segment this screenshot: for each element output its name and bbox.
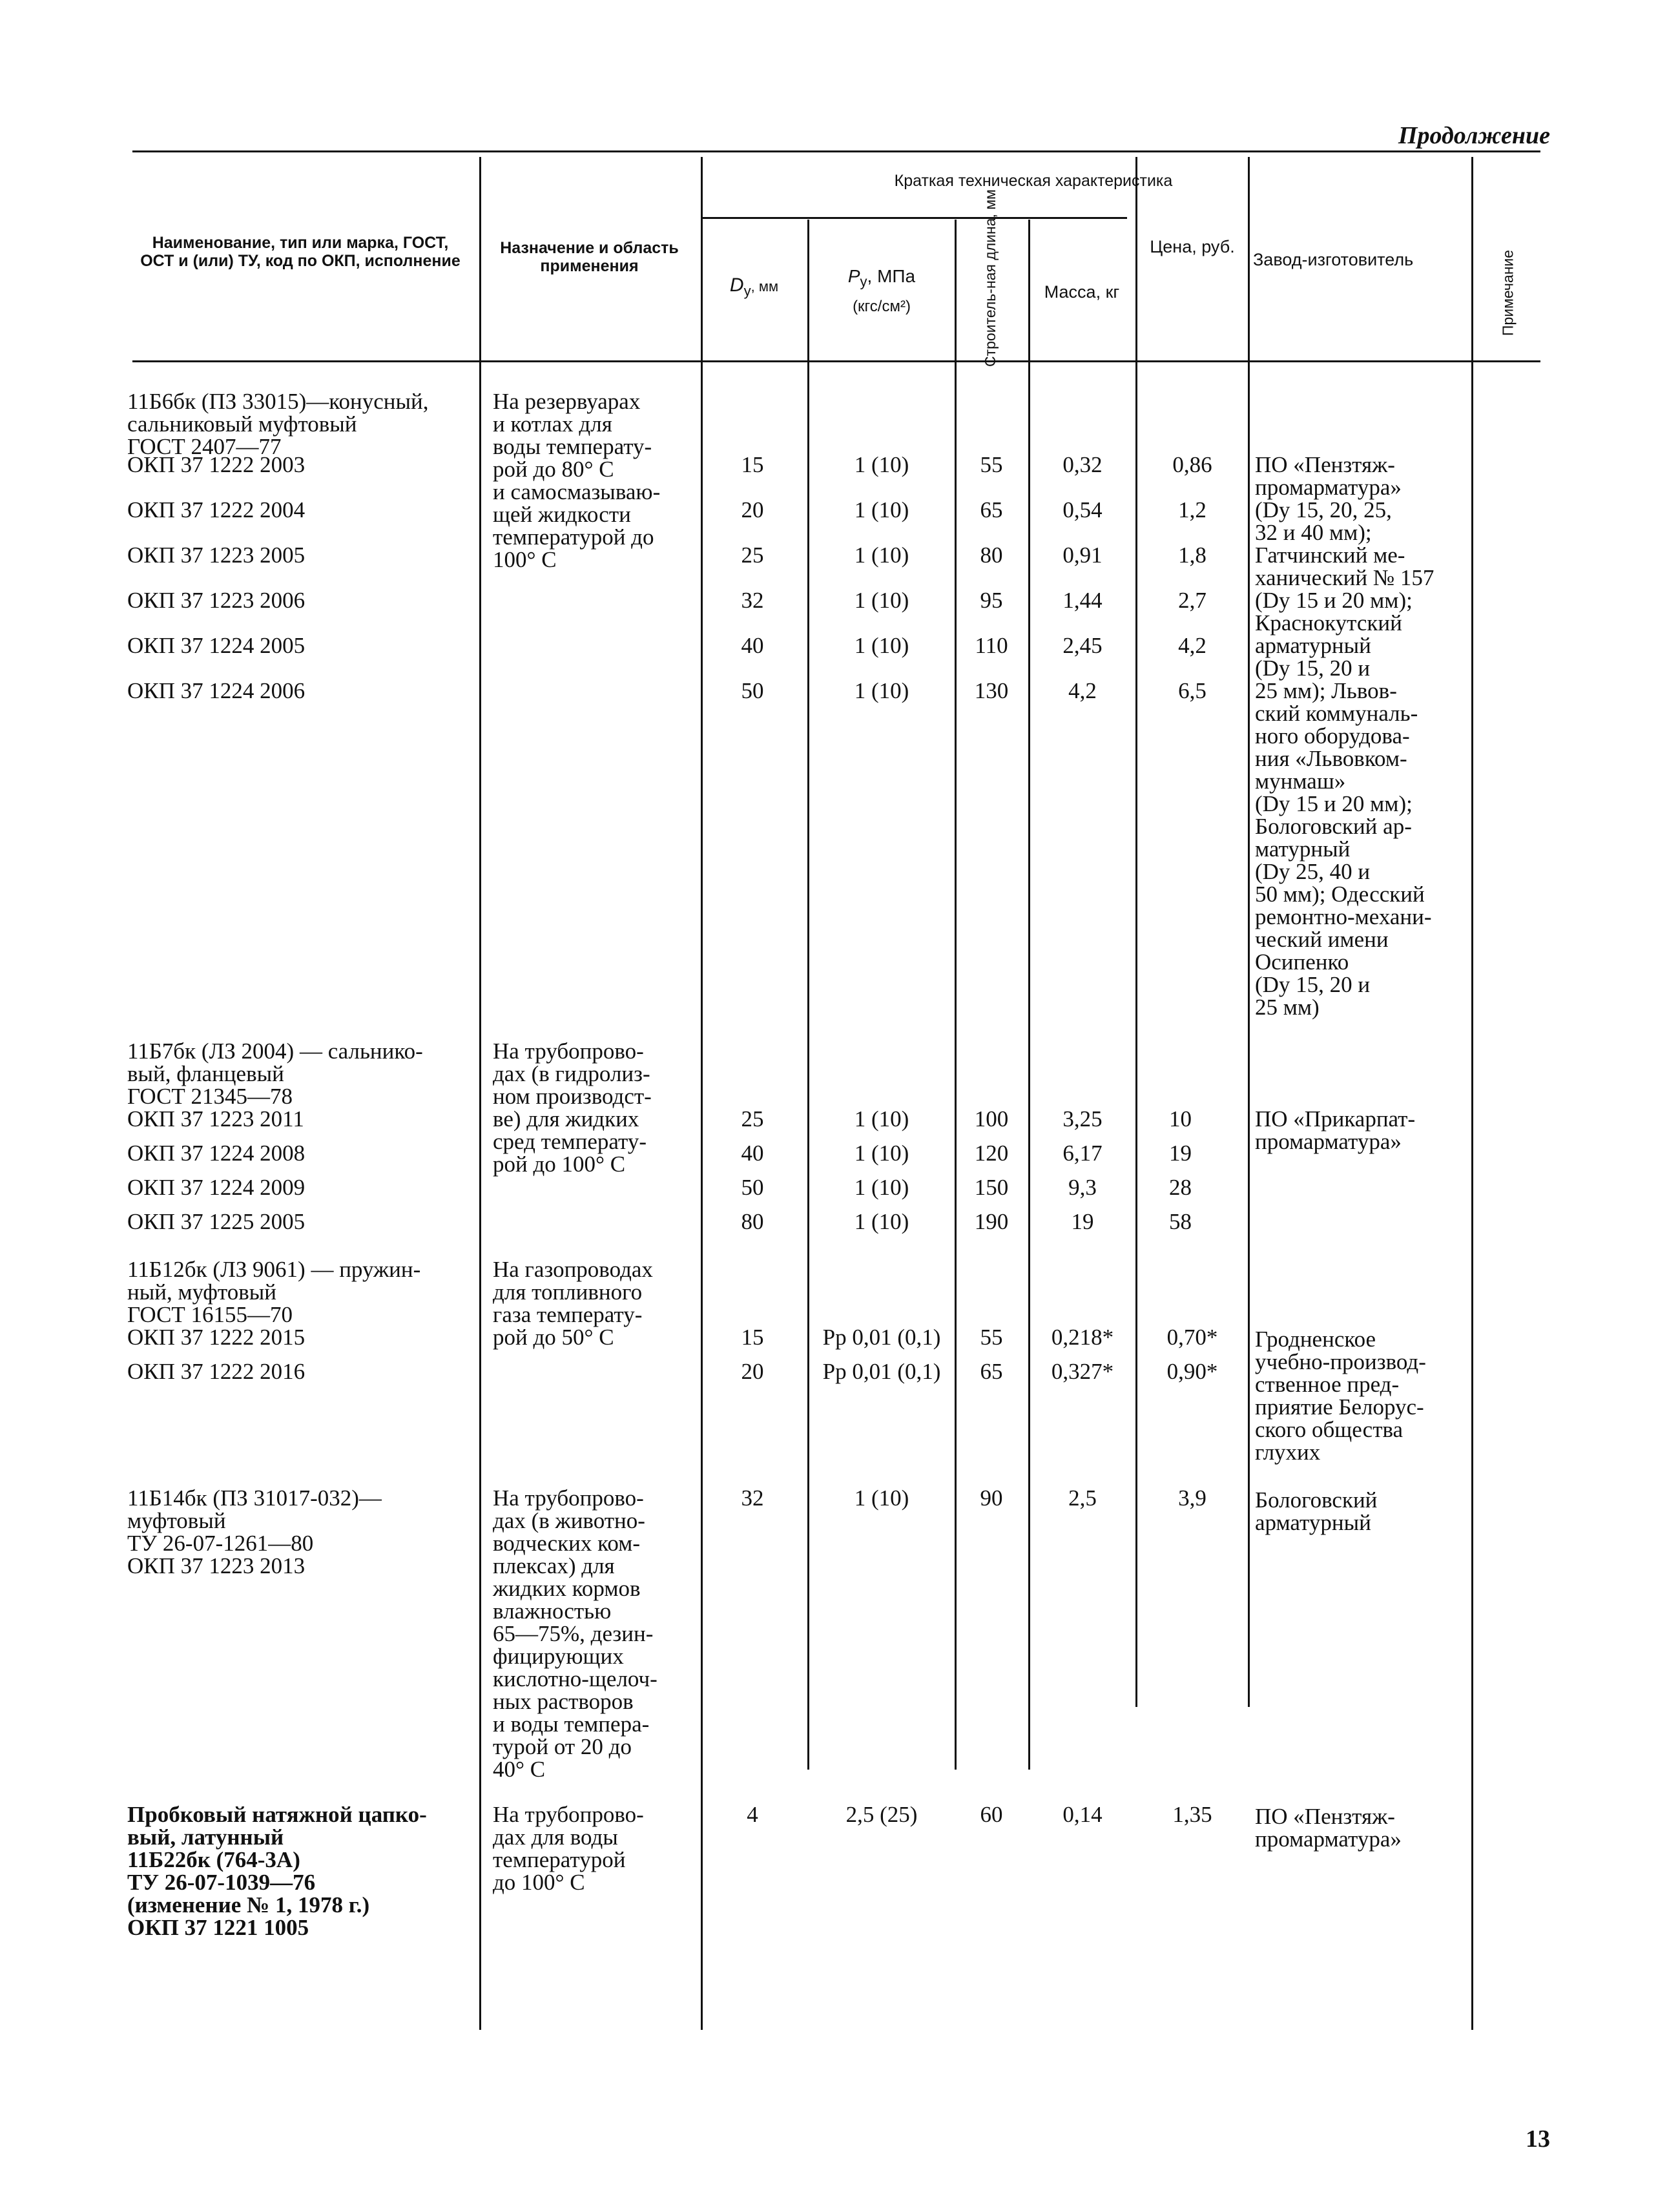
group2-row4-code: ОКП 37 1225 2005 xyxy=(127,1209,306,1234)
group1-name-line2: сальниковый муфтовый xyxy=(127,411,357,437)
header-mass: Масса, кг xyxy=(1044,282,1120,302)
group1-factory-line17: Бологовский ар- xyxy=(1255,814,1412,839)
header-name: Наименование, тип или марка, ГОСТ, ОСТ и (или) ТУ, код по ОКП, исполнение xyxy=(140,234,461,270)
group1-factory-line8: Краснокутский xyxy=(1255,610,1402,636)
group1-factory-line15: мунмаш» xyxy=(1255,769,1346,794)
group2-row2-mass: 6,17 xyxy=(1062,1141,1103,1166)
group4-row1-py: 1 (10) xyxy=(854,1485,909,1511)
group1-row4-dy: 32 xyxy=(741,588,764,613)
group4-purpose-line1: На трубопрово- xyxy=(493,1485,644,1511)
group4-purpose-line2: дах (в животно- xyxy=(493,1508,645,1533)
group1-factory-line7: (Dу 15 и 20 мм); xyxy=(1255,588,1413,613)
group2-row3-dy: 50 xyxy=(741,1175,764,1200)
group1-row3-dy: 25 xyxy=(741,543,764,568)
group2-row1-py: 1 (10) xyxy=(854,1106,909,1132)
group1-row6-py: 1 (10) xyxy=(854,678,909,703)
group1-factory-line25: 25 мм) xyxy=(1255,995,1320,1020)
group2-row3-mass: 9,3 xyxy=(1068,1175,1097,1200)
group1-row4-len: 95 xyxy=(980,588,1003,613)
group3-factory-line5: ского общества xyxy=(1255,1417,1404,1442)
group1-factory-line1: ПО «Пензтяж- xyxy=(1255,452,1395,477)
group1-purpose-line1: На резервуарах xyxy=(493,389,641,414)
group1-factory-line11: 25 мм); Львов- xyxy=(1255,678,1397,703)
group2-row4-mass: 19 xyxy=(1071,1209,1094,1234)
group5-row1-price: 1,35 xyxy=(1172,1802,1212,1827)
group4-row1-price: 3,9 xyxy=(1178,1485,1207,1511)
group1-factory-line9: арматурный xyxy=(1255,633,1371,658)
header-py-unit: , МПа xyxy=(867,266,916,286)
group5-purpose-line1: На трубопрово- xyxy=(493,1802,644,1827)
group1-factory-line18: матурный xyxy=(1255,836,1351,862)
group1-row1-py: 1 (10) xyxy=(854,452,909,477)
group3-row2-len: 65 xyxy=(980,1359,1003,1384)
group3-row1-code: ОКП 37 1222 2015 xyxy=(127,1325,306,1350)
group1-purpose-line4: рой до 80° С xyxy=(493,457,614,482)
group2-row4-dy: 80 xyxy=(741,1209,764,1234)
header-length: Строитель-ная длина, мм xyxy=(982,189,999,367)
group1-purpose-line2: и котлах для xyxy=(493,411,612,437)
group3-factory-line3: ственное пред- xyxy=(1255,1372,1400,1397)
group1-factory-line22: ческий имени xyxy=(1255,927,1389,952)
col-divider-7 xyxy=(1248,157,1250,1707)
group4-name-line3: ТУ 26-07-1261—80 xyxy=(127,1531,314,1556)
group2-name-line2: вый, фланцевый xyxy=(127,1061,284,1086)
group1-factory-line3: (Dу 15, 20, 25, xyxy=(1255,497,1392,522)
group5-name-line1: Пробковый натяжной цапко- xyxy=(127,1802,427,1827)
group3-row2-py: Pр 0,01 (0,1) xyxy=(822,1359,941,1384)
group2-row3-len: 150 xyxy=(974,1175,1009,1200)
group1-purpose-line5: и самосмазываю- xyxy=(493,479,661,504)
group3-purpose-line4: рой до 50° С xyxy=(493,1325,614,1350)
header-factory: Завод-изготовитель xyxy=(1253,250,1414,269)
col-divider-3 xyxy=(807,220,809,1770)
group4-purpose-line11: и воды темпера- xyxy=(493,1711,650,1737)
group5-factory-line2: промарматура» xyxy=(1255,1826,1402,1852)
group1-purpose-line6: щей жидкости xyxy=(493,502,631,527)
group1-factory-line23: Осипенко xyxy=(1255,949,1349,975)
group3-row1-price: 0,70* xyxy=(1166,1325,1218,1350)
group1-row1-dy: 15 xyxy=(741,452,764,477)
group1-row3-code: ОКП 37 1223 2005 xyxy=(127,543,306,568)
group3-row1-mass: 0,218* xyxy=(1051,1325,1114,1350)
col-divider-6 xyxy=(1135,157,1137,1707)
group3-row1-py: Pр 0,01 (0,1) xyxy=(822,1325,941,1350)
group5-name-line5: (изменение № 1, 1978 г.) xyxy=(127,1892,370,1917)
group4-purpose-line6: влажностью xyxy=(493,1598,612,1624)
group2-name-line3: ГОСТ 21345—78 xyxy=(127,1084,293,1109)
group3-name-line2: ный, муфтовый xyxy=(127,1279,277,1305)
group1-row5-mass: 2,45 xyxy=(1062,633,1103,658)
group3-row2-price: 0,90* xyxy=(1166,1359,1218,1384)
group1-row5-code: ОКП 37 1224 2005 xyxy=(127,633,306,658)
group5-purpose-line3: температурой xyxy=(493,1847,626,1872)
group1-factory-line6: ханический № 157 xyxy=(1255,565,1435,590)
group2-purpose-line2: дах (в гидролиз- xyxy=(493,1061,650,1086)
group1-row6-code: ОКП 37 1224 2006 xyxy=(127,678,306,703)
group1-row2-price: 1,2 xyxy=(1178,497,1207,522)
col-divider-2 xyxy=(701,157,703,2030)
group1-factory-line10: (Dу 15, 20 и xyxy=(1255,656,1371,681)
group4-purpose-line3: водческих ком- xyxy=(493,1531,640,1556)
group4-purpose-line8: фицирующих xyxy=(493,1644,624,1669)
group1-factory-line20: 50 мм); Одесский xyxy=(1255,882,1425,907)
header-py-unit2: (кгс/см²) xyxy=(853,297,911,315)
group1-factory-line5: Гатчинский ме- xyxy=(1255,543,1405,568)
group2-purpose-line4: ве) для жидких xyxy=(493,1106,639,1132)
group1-row2-py: 1 (10) xyxy=(854,497,909,522)
group1-name-line3: ГОСТ 2407—77 xyxy=(127,434,282,459)
group2-factory-line1: ПО «Прикарпат- xyxy=(1255,1106,1416,1132)
group1-row3-py: 1 (10) xyxy=(854,543,909,568)
group2-row4-price: 58 xyxy=(1169,1209,1192,1234)
header-py-sub: у xyxy=(860,273,867,290)
group3-purpose-line2: для топливного xyxy=(493,1279,643,1305)
group1-row5-len: 110 xyxy=(975,633,1008,658)
group1-row1-code: ОКП 37 1222 2003 xyxy=(127,452,306,477)
group5-name-line6: ОКП 37 1221 1005 xyxy=(127,1915,309,1940)
group1-row4-code: ОКП 37 1223 2006 xyxy=(127,588,306,613)
header-dy xyxy=(704,276,804,300)
group1-row6-mass: 4,2 xyxy=(1068,678,1097,703)
group4-name-line1: 11Б14бк (ПЗ 31017-032)— xyxy=(127,1485,382,1511)
group1-row6-price: 6,5 xyxy=(1178,678,1207,703)
group1-row6-len: 130 xyxy=(974,678,1009,703)
group5-name-line4: ТУ 26-07-1039—76 xyxy=(127,1870,316,1895)
group1-row6-dy: 50 xyxy=(741,678,764,703)
group2-row2-code: ОКП 37 1224 2008 xyxy=(127,1141,306,1166)
header-price: Цена, руб. xyxy=(1150,237,1235,256)
group1-row1-len: 55 xyxy=(980,452,1003,477)
group2-row2-dy: 40 xyxy=(741,1141,764,1166)
group2-row1-len: 100 xyxy=(974,1106,1009,1132)
table-top-rule xyxy=(132,150,1540,152)
group2-name-line1: 11Б7бк (ЛЗ 2004) — сальнико- xyxy=(127,1039,423,1064)
header-py-symbol: P xyxy=(847,266,860,286)
group1-row4-py: 1 (10) xyxy=(854,588,909,613)
group2-row1-code: ОКП 37 1223 2011 xyxy=(127,1106,304,1132)
group5-name-line3: 11Б22бк (764-3А) xyxy=(127,1847,300,1872)
group1-row3-price: 1,8 xyxy=(1178,543,1207,568)
group4-row1-mass: 2,5 xyxy=(1068,1485,1097,1511)
group2-purpose-line5: сред температу- xyxy=(493,1129,647,1154)
col-divider-1 xyxy=(479,157,481,2030)
group3-purpose-line3: газа температу- xyxy=(493,1302,643,1327)
group3-row2-dy: 20 xyxy=(741,1359,764,1384)
group2-factory-line2: промарматура» xyxy=(1255,1129,1402,1154)
group4-name-line4: ОКП 37 1223 2013 xyxy=(127,1553,306,1578)
group3-name-line3: ГОСТ 16155—70 xyxy=(127,1302,293,1327)
group1-row4-price: 2,7 xyxy=(1178,588,1207,613)
group4-factory-line2: арматурный xyxy=(1255,1510,1371,1535)
group2-row3-py: 1 (10) xyxy=(854,1175,909,1200)
group3-row1-dy: 15 xyxy=(741,1325,764,1350)
group5-row1-len: 60 xyxy=(980,1802,1003,1827)
header-tech: Краткая техническая характеристика xyxy=(894,172,1173,190)
group1-purpose-line7: температурой до xyxy=(493,524,654,550)
header-note: Примечание xyxy=(1499,249,1517,336)
group1-row2-mass: 0,54 xyxy=(1062,497,1103,522)
group1-row1-mass: 0,32 xyxy=(1062,452,1103,477)
header-bottom-rule xyxy=(132,360,1540,362)
group4-factory-line1: Бологовский xyxy=(1255,1487,1378,1513)
group1-factory-line14: ния «Львовком- xyxy=(1255,746,1407,771)
header-dy-sub: у xyxy=(743,283,751,299)
group1-name-line1: 11Б6бк (ПЗ 33015)—конусный, xyxy=(127,389,429,414)
group3-factory-line2: учебно-производ- xyxy=(1255,1349,1426,1374)
group1-factory-line21: ремонтно-механи- xyxy=(1255,904,1432,929)
group2-purpose-line1: На трубопрово- xyxy=(493,1039,644,1064)
group3-row2-code: ОКП 37 1222 2016 xyxy=(127,1359,306,1384)
group1-factory-line4: 32 и 40 мм); xyxy=(1255,520,1372,545)
group4-name-line2: муфтовый xyxy=(127,1508,226,1533)
group1-row4-mass: 1,44 xyxy=(1062,588,1103,613)
group2-row1-mass: 3,25 xyxy=(1062,1106,1103,1132)
continuation-label: Продолжение xyxy=(1398,122,1550,149)
group3-factory-line6: глухих xyxy=(1255,1440,1321,1465)
group4-purpose-line10: ных растворов xyxy=(493,1689,634,1714)
group5-row1-py: 2,5 (25) xyxy=(845,1802,918,1827)
group1-factory-line13: ного оборудова- xyxy=(1255,723,1410,749)
group3-factory-line4: приятие Белорус- xyxy=(1255,1394,1424,1420)
group1-purpose-line3: воды температу- xyxy=(493,434,652,459)
group2-purpose-line6: рой до 100° С xyxy=(493,1152,626,1177)
group3-purpose-line1: На газопроводах xyxy=(493,1257,653,1282)
group1-factory-line2: промарматура» xyxy=(1255,475,1402,500)
group3-factory-line1: Гродненское xyxy=(1255,1327,1376,1352)
group5-row1-mass: 0,14 xyxy=(1062,1802,1103,1827)
group1-row3-mass: 0,91 xyxy=(1062,543,1103,568)
group1-row1-price: 0,86 xyxy=(1172,452,1212,477)
group1-row3-len: 80 xyxy=(980,543,1003,568)
group5-factory-line1: ПО «Пензтяж- xyxy=(1255,1804,1395,1829)
group1-purpose-line8: 100° С xyxy=(493,547,557,572)
group1-row2-dy: 20 xyxy=(741,497,764,522)
group2-row2-py: 1 (10) xyxy=(854,1141,909,1166)
group1-factory-line12: ский коммуналь- xyxy=(1255,701,1418,726)
col-divider-4 xyxy=(955,220,957,1770)
group2-row1-price: 10 xyxy=(1169,1106,1192,1132)
group2-purpose-line3: ном производст- xyxy=(493,1084,652,1109)
tech-subheader-rule xyxy=(701,217,1127,219)
group2-row4-py: 1 (10) xyxy=(854,1209,909,1234)
group1-factory-line16: (Dу 15 и 20 мм); xyxy=(1255,791,1413,816)
group1-factory-line24: (Dу 15, 20 и xyxy=(1255,972,1371,997)
group1-row2-len: 65 xyxy=(980,497,1003,522)
group4-purpose-line7: 65—75%, дезин- xyxy=(493,1621,654,1646)
group1-row5-price: 4,2 xyxy=(1178,633,1207,658)
group5-name-line2: вый, латунный xyxy=(127,1824,284,1850)
group3-name-line1: 11Б12бк (ЛЗ 9061) — пружин- xyxy=(127,1257,421,1282)
group2-row2-price: 19 xyxy=(1169,1141,1192,1166)
group1-row5-py: 1 (10) xyxy=(854,633,909,658)
group3-row1-len: 55 xyxy=(980,1325,1003,1350)
group1-factory-line19: (Dу 25, 40 и xyxy=(1255,859,1371,884)
group4-purpose-line5: жидких кормов xyxy=(493,1576,641,1601)
col-divider-8 xyxy=(1471,157,1473,2030)
group2-row1-dy: 25 xyxy=(741,1106,764,1132)
group4-row1-len: 90 xyxy=(980,1485,1003,1511)
header-dy-unit: , мм xyxy=(751,278,779,295)
group4-purpose-line12: турой от 20 до xyxy=(493,1734,632,1759)
group2-row2-len: 120 xyxy=(974,1141,1009,1166)
group3-row2-mass: 0,327* xyxy=(1051,1359,1114,1384)
group4-purpose-line13: 40° С xyxy=(493,1757,546,1782)
group5-row1-dy: 4 xyxy=(747,1802,758,1827)
group5-purpose-line4: до 100° С xyxy=(493,1870,585,1895)
group4-row1-dy: 32 xyxy=(741,1485,764,1511)
group1-row5-dy: 40 xyxy=(741,633,764,658)
group2-row3-price: 28 xyxy=(1169,1175,1192,1200)
group2-row3-code: ОКП 37 1224 2009 xyxy=(127,1175,306,1200)
group4-purpose-line9: кислотно-щелоч- xyxy=(493,1666,658,1691)
group2-row4-len: 190 xyxy=(974,1209,1009,1234)
header-purpose: Назначение и область применения xyxy=(500,239,679,275)
col-divider-5 xyxy=(1028,220,1030,1770)
group4-purpose-line4: плексах) для xyxy=(493,1553,615,1578)
group5-purpose-line2: дах для воды xyxy=(493,1824,618,1850)
header-dy-symbol: D xyxy=(729,274,744,296)
page-number: 13 xyxy=(1526,2125,1550,2153)
header-py xyxy=(811,265,953,318)
group1-row2-code: ОКП 37 1222 2004 xyxy=(127,497,306,522)
